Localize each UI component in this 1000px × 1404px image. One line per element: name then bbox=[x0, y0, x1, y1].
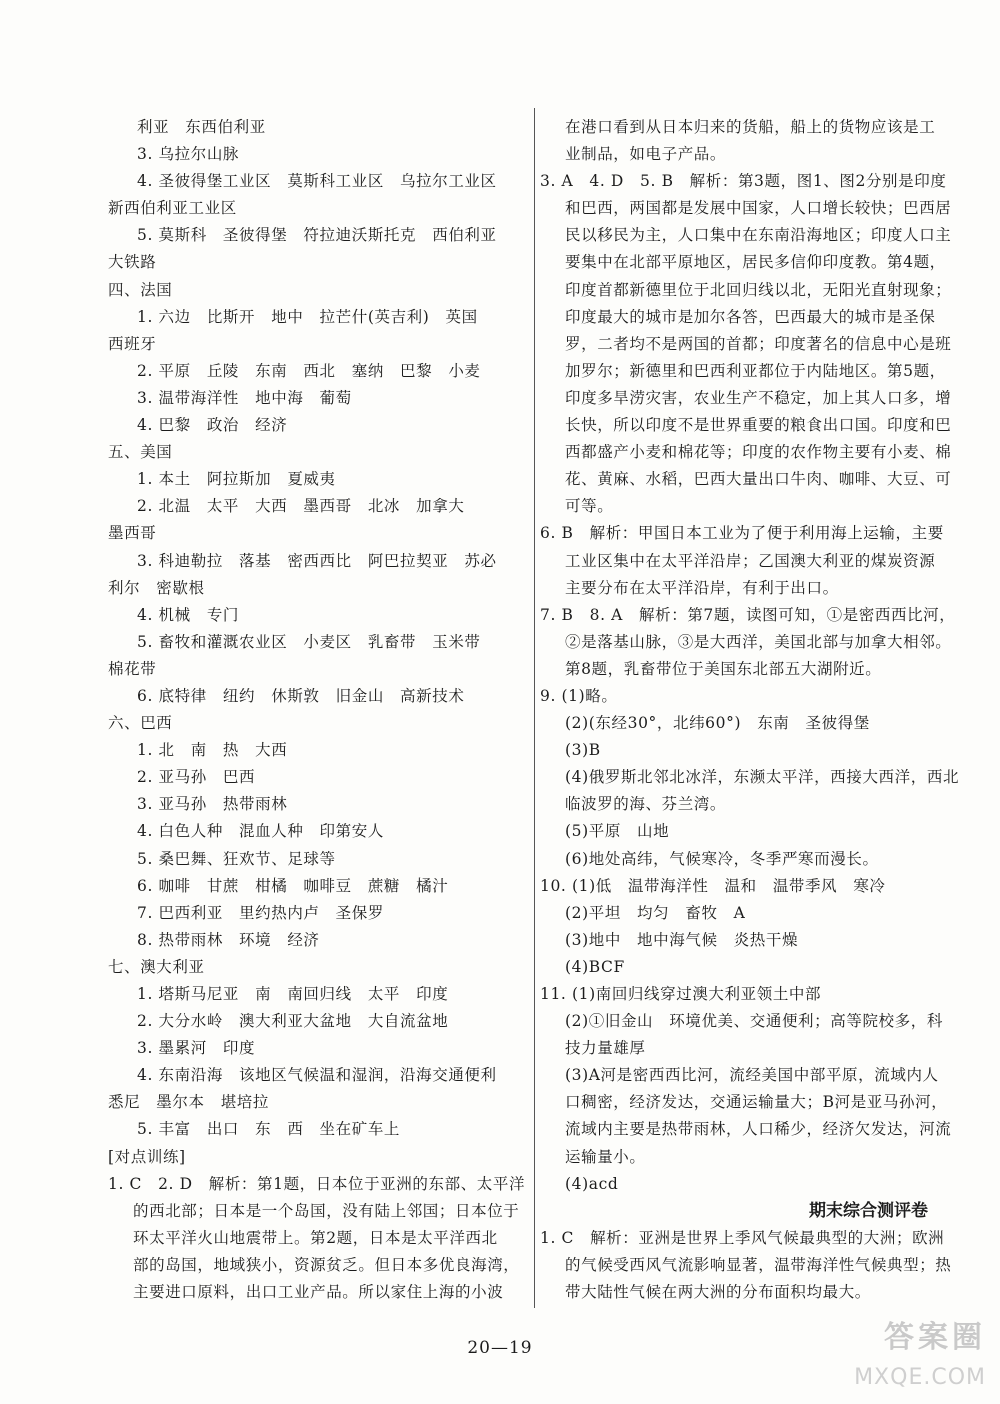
left-text-line: 8. 热带雨林 环境 经济 bbox=[137, 930, 320, 949]
right-text-line: 1. C 解析：亚洲是世界上季风气候最典型的大洲；欧洲 bbox=[540, 1228, 945, 1247]
left-text-line: 部的岛国，地域狭小，资源贫乏。但日本多优良海湾， bbox=[133, 1255, 520, 1274]
left-text-line: 悉尼 墨尔本 堪培拉 bbox=[108, 1093, 270, 1112]
right-text-line: 9. (1)略。 bbox=[540, 686, 618, 705]
right-text-line: 加罗尔；新德里和巴西利亚都位于内陆地区。第5题， bbox=[565, 361, 946, 380]
right-text-line: 花、黄麻、水稻，巴西大量出口牛肉、咖啡、大豆、可 bbox=[565, 470, 952, 489]
right-text-line: (3)地中 地中海气候 炎热干燥 bbox=[565, 930, 799, 949]
left-text-line: [对点训练] bbox=[108, 1147, 186, 1166]
right-text-line: 民以移民为主，人口集中在东南沿海地区；印度人口主 bbox=[565, 226, 952, 245]
left-text-line: 6. 底特律 纽约 休斯敦 旧金山 高新技术 bbox=[137, 686, 465, 705]
left-text-line: 2. 平原 丘陵 东南 西北 塞纳 巴黎 小麦 bbox=[137, 361, 481, 380]
left-text-line: 1. 塔斯马尼亚 南 南回归线 太平 印度 bbox=[137, 985, 449, 1003]
left-text-line: 新西伯利亚工业区 bbox=[108, 199, 237, 218]
right-text-line: 工业区集中在太平洋沿岸；乙国澳大利亚的煤炭资源 bbox=[565, 551, 936, 570]
right-text-line: 要集中在北部平原地区，居民多信仰印度教。第4题， bbox=[565, 253, 946, 272]
right-text-line: 技力量雄厚 bbox=[565, 1039, 646, 1058]
right-text-line: 西都盛产小麦和棉花等；印度的农作物主要有小麦、棉 bbox=[565, 443, 952, 462]
right-text-line: (3)B bbox=[565, 741, 601, 760]
right-text-line: 3. A 4. D 5. B 解析：第3题，图1、图2分别是印度 bbox=[540, 172, 947, 191]
right-text-line: 10. (1)低 温带海洋性 温和 温带季风 寒冷 bbox=[540, 876, 886, 895]
right-text-line: 和巴西，两国都是发展中国家，人口增长较快；巴西居 bbox=[565, 199, 952, 218]
watermark-text-en: MXQE.COM bbox=[854, 1365, 986, 1390]
left-text-line: 环太平洋火山地震带上。第2题，日本是太平洋西北 bbox=[133, 1228, 498, 1247]
right-text-line: (3)A河是密西西比河，流经美国中部平原，流域内人 bbox=[565, 1066, 939, 1085]
left-text-line: 棉花带 bbox=[108, 659, 157, 678]
right-text-line: (2)平坦 均匀 畜牧 A bbox=[565, 903, 746, 922]
right-text-line: (2)(东经30°，北纬60°) 东南 圣彼得堡 bbox=[565, 714, 870, 733]
left-text-line: 四、法国 bbox=[108, 280, 173, 299]
left-text-line: 4. 巴黎 政治 经济 bbox=[137, 416, 288, 435]
left-text-line: 5. 畜牧和灌溉农业区 小麦区 乳畜带 玉米带 bbox=[137, 632, 481, 651]
left-text-line: 1. 北 南 热 大西 bbox=[137, 741, 288, 760]
left-text-line: 1. 六边 比斯开 地中 拉芒什(英吉利) 英国 bbox=[137, 307, 478, 326]
left-text-line: 4. 机械 专门 bbox=[137, 605, 240, 624]
right-text-line: 长快，所以印度不是世界重要的粮食出口国。印度和巴 bbox=[565, 416, 952, 435]
left-text-line: 利尔 密歇根 bbox=[108, 578, 205, 597]
right-text-line: ②是落基山脉，③是大西洋，美国北部与加拿大相邻。 bbox=[565, 632, 952, 651]
left-text-line: 7. 巴西利亚 里约热内卢 圣保罗 bbox=[137, 903, 384, 922]
right-text-line: 流域内主要是热带雨林，人口稀少，经济欠发达，河流 bbox=[565, 1120, 952, 1139]
right-text-line: (5)平原 山地 bbox=[565, 822, 670, 841]
left-text-line: 西班牙 bbox=[108, 334, 157, 353]
right-text-line: 带大陆性气候在两大洲的分布面积均最大。 bbox=[565, 1282, 871, 1301]
page-number: 20—19 bbox=[467, 1338, 533, 1358]
left-column bbox=[108, 114, 528, 1306]
right-text-line: 11. (1)南回归线穿过澳大利亚领土中部 bbox=[540, 985, 822, 1003]
left-text-line: 3. 亚马孙 热带雨林 bbox=[137, 795, 288, 814]
right-text-line: 在港口看到从日本归来的货船，船上的货物应该是工 bbox=[565, 118, 936, 136]
left-text-line: 七、澳大利亚 bbox=[108, 957, 205, 976]
right-text-line: (4)acd bbox=[565, 1174, 619, 1193]
right-text-line: 业制品，如电子产品。 bbox=[565, 145, 727, 164]
right-text-line: 可等。 bbox=[565, 497, 614, 516]
left-text-line: 2. 大分水岭 澳大利亚大盆地 大自流盆地 bbox=[137, 1012, 449, 1031]
right-text-line: 的气候受西风气流影响显著，温带海洋性气候典型；热 bbox=[565, 1255, 952, 1274]
left-text-line: 3. 墨累河 印度 bbox=[137, 1039, 256, 1058]
left-text-line: 4. 白色人种 混血人种 印第安人 bbox=[137, 822, 384, 841]
right-column bbox=[540, 114, 980, 1306]
watermark-text-cn: 答案圈 bbox=[884, 1320, 986, 1355]
right-text-line: (4)BCF bbox=[565, 957, 625, 976]
left-text-line: 4. 东南沿海 该地区气候温和湿润，沿海交通便利 bbox=[137, 1066, 497, 1085]
right-text-line: 运输量小。 bbox=[565, 1147, 646, 1166]
left-text-line: 6. 咖啡 甘蔗 柑橘 咖啡豆 蔗糖 橘汁 bbox=[137, 876, 449, 895]
right-text-line: 口稠密，经济发达，交通运输量大；B河是亚马孙河， bbox=[565, 1093, 948, 1112]
left-text-line: 3. 乌拉尔山脉 bbox=[137, 145, 240, 164]
right-text-line: 7. B 8. A 解析：第7题，读图可知，①是密西西比河， bbox=[540, 605, 956, 624]
right-text-line: 印度首都新德里位于北回归线以北，无阳光直射现象； bbox=[565, 280, 952, 299]
right-text-line: 罗，二者均不是两国的首都；印度著名的信息中心是班 bbox=[565, 334, 952, 353]
right-text-line: (6)地处高纬，气候寒冷，冬季严寒而漫长。 bbox=[565, 849, 879, 868]
left-text-line: 5. 桑巴舞、狂欢节、足球等 bbox=[137, 849, 336, 868]
left-text-line: 主要进口原料，出口工业产品。所以家住上海的小波 bbox=[133, 1283, 504, 1302]
left-text-line: 五、美国 bbox=[108, 443, 173, 462]
left-text-line: 2. 北温 太平 大西 墨西哥 北冰 加拿大 bbox=[137, 497, 465, 516]
left-text-line: 大铁路 bbox=[108, 253, 157, 272]
section-heading: 期末综合测评卷 bbox=[809, 1200, 928, 1221]
left-text-line: 2. 亚马孙 巴西 bbox=[137, 768, 256, 787]
left-text-line: 5. 莫斯科 圣彼得堡 符拉迪沃斯托克 西伯利亚 bbox=[137, 226, 497, 245]
left-text-line: 3. 温带海洋性 地中海 葡萄 bbox=[137, 388, 352, 407]
left-text-line: 3. 科迪勒拉 落基 密西西比 阿巴拉契亚 苏必 bbox=[137, 551, 497, 570]
watermark-logo bbox=[816, 1312, 986, 1390]
right-text-line: 临波罗的海、芬兰湾。 bbox=[565, 795, 727, 814]
right-text-line: 第8题，乳畜带位于美国东北部五大湖附近。 bbox=[565, 659, 882, 678]
left-text-line: 墨西哥 bbox=[108, 524, 157, 543]
right-text-line: 印度最大的城市是加尔各答，巴西最大的城市是圣保 bbox=[565, 307, 936, 326]
right-text-line: 6. B 解析：甲国日本工业为了便于利用海上运输，主要 bbox=[540, 524, 944, 543]
column-divider bbox=[534, 108, 535, 1308]
right-text-line: 主要分布在太平洋沿岸，有利于出口。 bbox=[565, 578, 839, 597]
left-text-line: 1. 本土 阿拉斯加 夏威夷 bbox=[137, 470, 336, 489]
left-text-line: 1. C 2. D 解析：第1题，日本位于亚洲的东部、太平洋 bbox=[108, 1174, 526, 1193]
left-text-line: 4. 圣彼得堡工业区 莫斯科工业区 乌拉尔工业区 bbox=[137, 172, 497, 191]
left-text-line: 的西北部；日本是一个岛国，没有陆上邻国；日本位于 bbox=[133, 1201, 520, 1220]
left-text-line: 六、巴西 bbox=[108, 714, 173, 733]
right-text-line: (4)俄罗斯北邻北冰洋，东濒太平洋，西接大西洋，西北 bbox=[565, 768, 960, 787]
right-text-line: 印度多旱涝灾害，农业生产不稳定，加上其人口多，增 bbox=[565, 388, 952, 407]
left-text-line: 利亚 东西伯利亚 bbox=[137, 118, 266, 136]
right-text-line: (2)①旧金山 环境优美、交通便利；高等院校多，科 bbox=[565, 1012, 943, 1031]
left-text-line: 5. 丰富 出口 东 西 坐在矿车上 bbox=[137, 1120, 401, 1139]
